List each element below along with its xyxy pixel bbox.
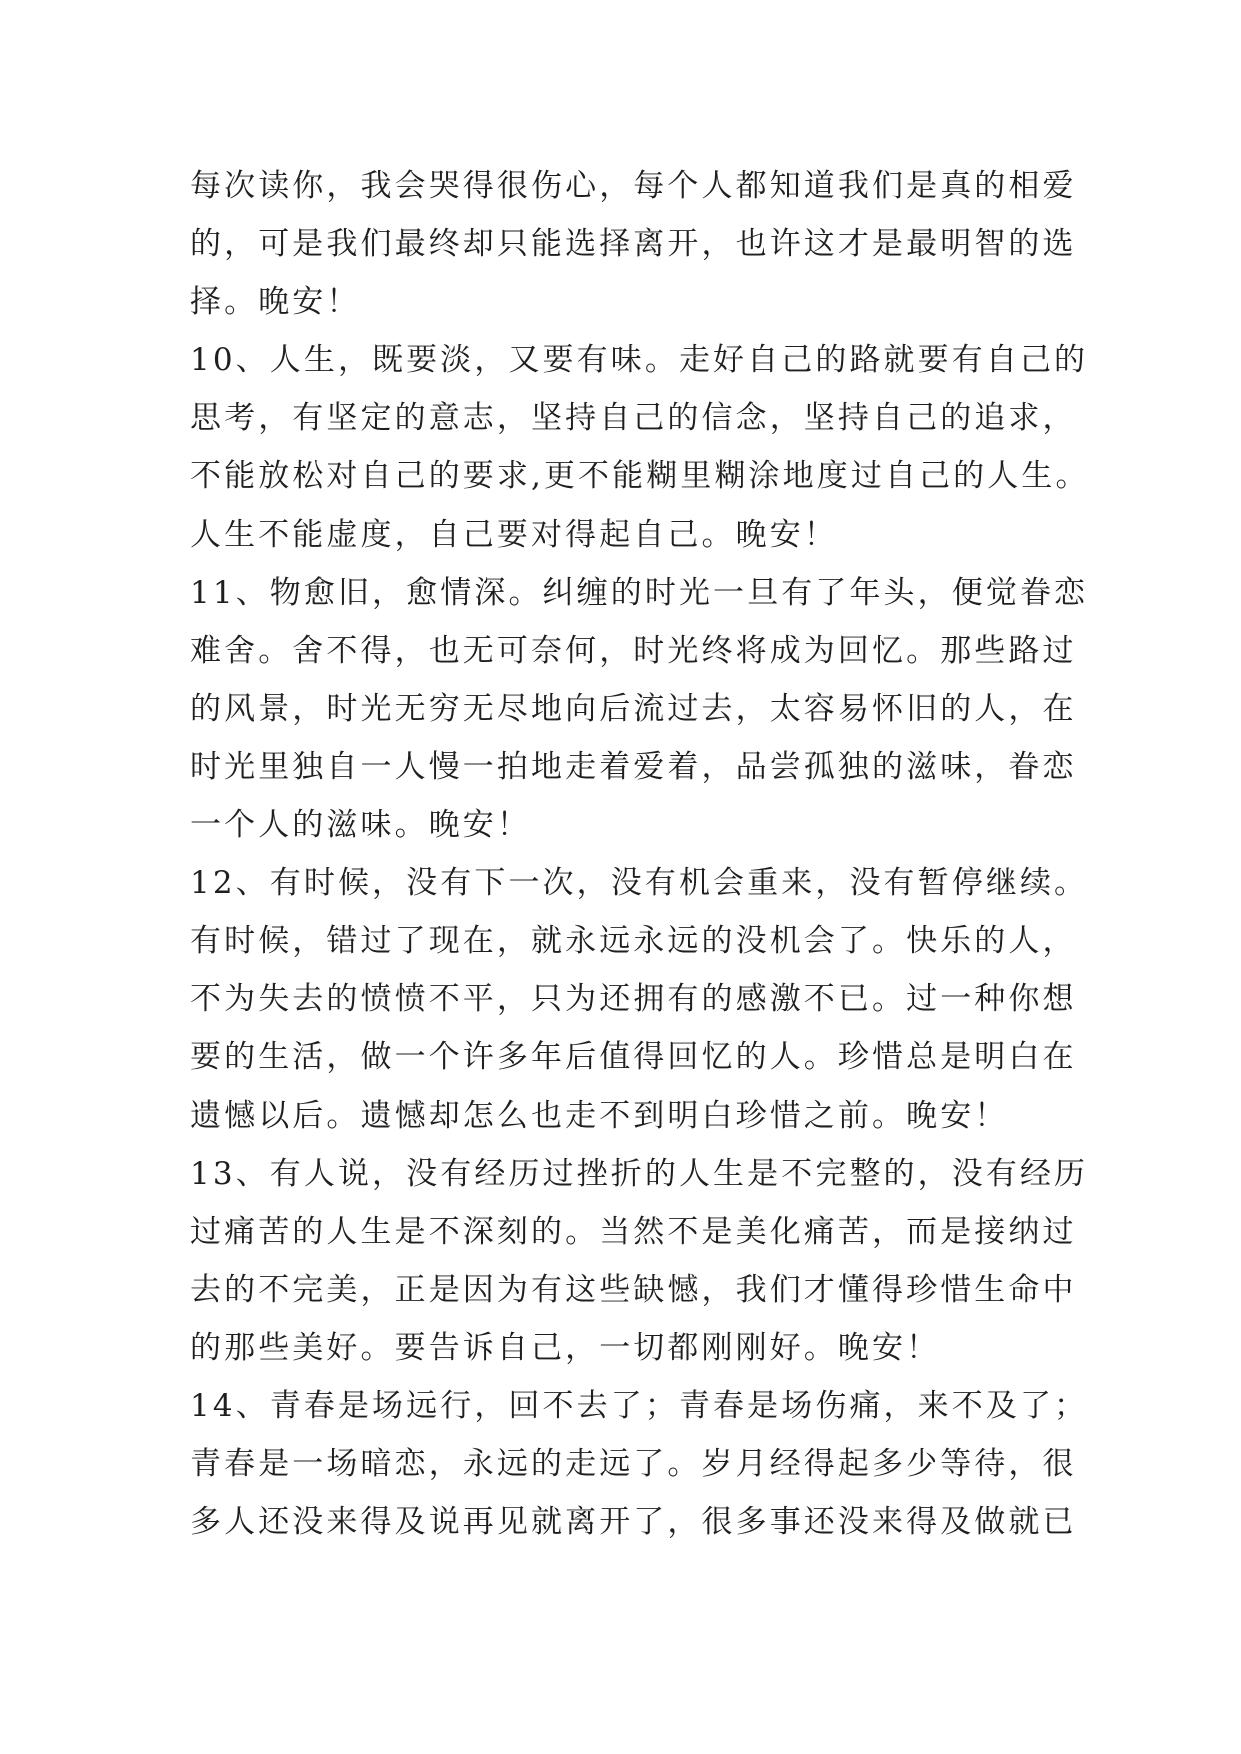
text-line: 的，可是我们最终却只能选择离开，也许这才是最明智的选 <box>190 226 1077 263</box>
text-line: 的那些美好。要告诉自己，一切都刚刚好。晚安！ <box>190 1329 941 1366</box>
text-line: 青春是一场暗恋，永远的走远了。岁月经得起多少等待，很 <box>190 1446 1077 1483</box>
text-line: 不能放松对自己的要求,更不能糊里糊涂地度过自己的人生。 <box>190 458 1090 495</box>
text-line: 遗憾以后。遗憾却怎么也走不到明白珍惜之前。晚安！ <box>190 1097 1009 1134</box>
text-line: 时光里独自一人慢一拍地走着爱着，品尝孤独的滋味，眷恋 <box>190 748 1077 785</box>
text-line: 人生不能虚度，自己要对得起自己。晚安！ <box>190 516 838 553</box>
text-line: 14、青春是场远行，回不去了；青春是场伤痛，来不及了； <box>190 1387 1089 1424</box>
text-line: 12、有时候，没有下一次，没有机会重来，没有暂停继续。 <box>190 865 1089 902</box>
text-line: 思考，有坚定的意志，坚持自己的信念，坚持自己的追求， <box>190 400 1077 437</box>
document-text-body <box>190 157 1090 1551</box>
text-line: 不为失去的愤愤不平，只为还拥有的感激不已。过一种你想 <box>190 981 1077 1018</box>
text-line: 一个人的滋味。晚安！ <box>190 807 531 844</box>
text-line: 有时候，错过了现在，就永远永远的没机会了。快乐的人， <box>190 923 1077 960</box>
text-line: 要的生活，做一个许多年后值得回忆的人。珍惜总是明白在 <box>190 1039 1077 1076</box>
text-line: 择。晚安！ <box>190 284 361 321</box>
text-line: 的风景，时光无穷无尽地向后流过去，太容易怀旧的人，在 <box>190 690 1077 727</box>
text-line: 多人还没来得及说再见就离开了，很多事还没来得及做就已 <box>190 1504 1077 1541</box>
text-line: 难舍。舍不得，也无可奈何，时光终将成为回忆。那些路过 <box>190 632 1077 669</box>
text-line: 11、物愈旧，愈情深。纠缠的时光一旦有了年头，便觉眷恋 <box>190 574 1089 611</box>
text-line: 去的不完美，正是因为有这些缺憾，我们才懂得珍惜生命中 <box>190 1271 1077 1308</box>
text-line: 10、人生，既要淡，又要有味。走好自己的路就要有自己的 <box>190 342 1089 379</box>
text-line: 每次读你，我会哭得很伤心，每个人都知道我们是真的相爱 <box>190 168 1077 204</box>
text-line: 过痛苦的人生是不深刻的。当然不是美化痛苦，而是接纳过 <box>190 1213 1077 1250</box>
text-line: 13、有人说，没有经历过挫折的人生是不完整的，没有经历 <box>190 1155 1089 1192</box>
